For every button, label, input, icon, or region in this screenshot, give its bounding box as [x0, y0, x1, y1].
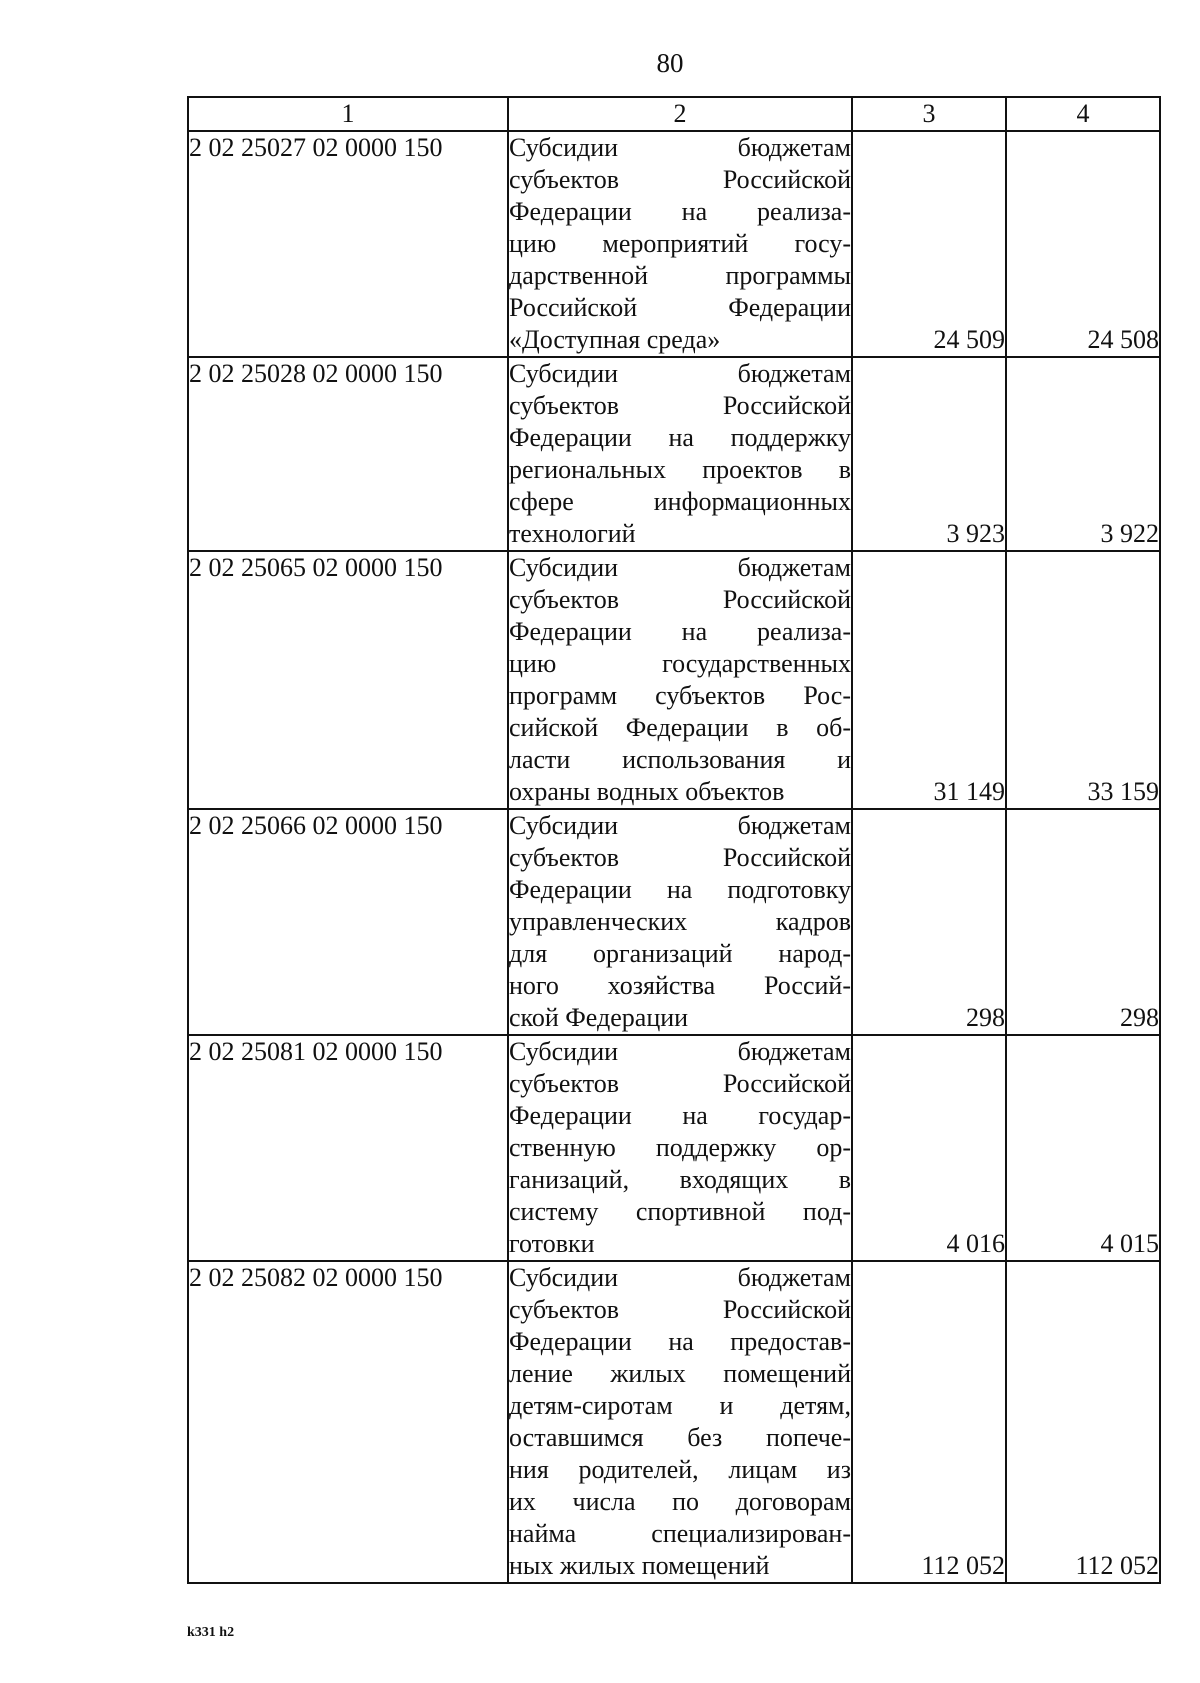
- description-cell: [508, 809, 852, 1035]
- description-line: управленческих кадров: [509, 907, 851, 936]
- table-row: [188, 551, 1160, 809]
- description-line: региональных проектов в: [509, 455, 851, 484]
- description-line: Федерации на предостав-: [509, 1327, 851, 1356]
- description-line: охраны водных объектов: [509, 777, 785, 806]
- description-line: ния родителей, лицам из: [509, 1455, 851, 1484]
- amount-column-4-cell: 112 052: [1006, 1261, 1160, 1583]
- amount-column-3-cell: 4 016: [852, 1035, 1006, 1261]
- budget-code-cell: 2 02 25065 02 0000 150: [188, 551, 508, 809]
- amount-column-3-cell: 112 052: [852, 1261, 1006, 1583]
- description-line: их числа по договорам: [509, 1487, 851, 1516]
- description-line: дарственной программы: [509, 261, 851, 290]
- description-line: систему спортивной под-: [509, 1197, 851, 1226]
- budget-code-cell: 2 02 25028 02 0000 150: [188, 357, 508, 551]
- description-line: оставшимся без попече-: [509, 1423, 851, 1452]
- description-line: Российской Федерации: [509, 293, 851, 322]
- description-line: готовки: [509, 1229, 595, 1258]
- column-header-2: 2: [508, 97, 852, 131]
- description-line: Федерации на государ-: [509, 1101, 851, 1130]
- budget-code-cell: 2 02 25082 02 0000 150: [188, 1261, 508, 1583]
- table-body: [188, 131, 1160, 1583]
- description-line: субъектов Российской: [509, 391, 851, 420]
- description-line: Федерации на подготовку: [509, 875, 851, 904]
- table-header: [188, 97, 1160, 131]
- description-line: ственную поддержку ор-: [509, 1133, 851, 1162]
- description-line: ных жилых помещений: [509, 1551, 770, 1580]
- description-line: сийской Федерации в об-: [509, 713, 851, 742]
- description-line: ление жилых помещений: [509, 1359, 851, 1388]
- description-line: ской Федерации: [509, 1003, 689, 1032]
- description-cell: [508, 131, 852, 357]
- description-line: цию государственных: [509, 649, 851, 678]
- description-cell: [508, 357, 852, 551]
- column-header-3: 3: [852, 97, 1006, 131]
- table-row: [188, 357, 1160, 551]
- amount-column-3-cell: 298: [852, 809, 1006, 1035]
- description-line: субъектов Российской: [509, 585, 851, 614]
- description-line: ганизаций, входящих в: [509, 1165, 851, 1194]
- column-header-4: 4: [1006, 97, 1160, 131]
- description-line: Федерации на реализа-: [509, 197, 851, 226]
- description-line: субъектов Российской: [509, 843, 851, 872]
- table-row: [188, 809, 1160, 1035]
- column-header-1: 1: [188, 97, 508, 131]
- description-line: Федерации на реализа-: [509, 617, 851, 646]
- description-line: Федерации на поддержку: [509, 423, 851, 452]
- description-line: Субсидии бюджетам: [509, 359, 851, 388]
- description-line: технологий: [509, 519, 636, 548]
- description-line: программ субъектов Рос-: [509, 681, 851, 710]
- description-line: цию мероприятий госу-: [509, 229, 851, 258]
- description-cell: [508, 551, 852, 809]
- description-line: субъектов Российской: [509, 1069, 851, 1098]
- amount-column-3-cell: 3 923: [852, 357, 1006, 551]
- header-row: [188, 97, 1160, 131]
- budget-table: [187, 96, 1161, 1584]
- description-line: найма специализирован-: [509, 1519, 851, 1548]
- table-row: [188, 1261, 1160, 1583]
- description-line: для организаций народ-: [509, 939, 851, 968]
- amount-column-4-cell: 3 922: [1006, 357, 1160, 551]
- amount-column-4-cell: 24 508: [1006, 131, 1160, 357]
- budget-code-cell: 2 02 25081 02 0000 150: [188, 1035, 508, 1261]
- description-cell: [508, 1261, 852, 1583]
- table-row: [188, 1035, 1160, 1261]
- description-line: детям-сиротам и детям,: [509, 1391, 851, 1420]
- description-line: Субсидии бюджетам: [509, 133, 851, 162]
- description-cell: [508, 1035, 852, 1261]
- budget-code-cell: 2 02 25027 02 0000 150: [188, 131, 508, 357]
- amount-column-4-cell: 33 159: [1006, 551, 1160, 809]
- description-line: «Доступная среда»: [509, 325, 721, 354]
- page-number: 80: [656, 48, 684, 78]
- description-line: Субсидии бюджетам: [509, 811, 851, 840]
- table-row: [188, 131, 1160, 357]
- amount-column-4-cell: 298: [1006, 809, 1160, 1035]
- amount-column-3-cell: 24 509: [852, 131, 1006, 357]
- budget-code-cell: 2 02 25066 02 0000 150: [188, 809, 508, 1035]
- description-line: субъектов Российской: [509, 165, 851, 194]
- description-line: Субсидии бюджетам: [509, 1037, 851, 1066]
- description-line: сфере информационных: [509, 487, 851, 516]
- description-line: ного хозяйства Россий-: [509, 971, 851, 1000]
- description-line: Субсидии бюджетам: [509, 553, 851, 582]
- description-line: ласти использования и: [509, 745, 851, 774]
- amount-column-4-cell: 4 015: [1006, 1035, 1160, 1261]
- footer-document-code: k331 h2: [187, 1625, 235, 1640]
- amount-column-3-cell: 31 149: [852, 551, 1006, 809]
- description-line: субъектов Российской: [509, 1295, 851, 1324]
- description-line: Субсидии бюджетам: [509, 1263, 851, 1292]
